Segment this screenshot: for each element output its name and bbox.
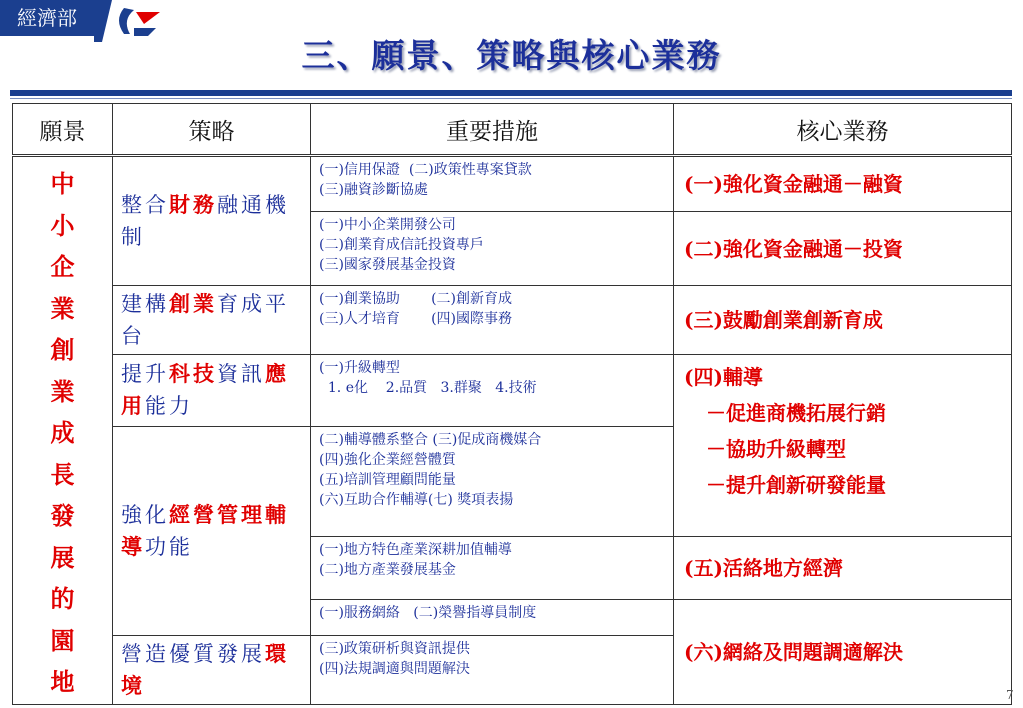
vision-char: 的 (50, 584, 75, 613)
strategy-text: 營造優質發展 (121, 641, 265, 666)
measure-finance-guarantee: (一)信用保證 (二)政策性專案貸款 (三)融資診斷協處 (311, 156, 674, 212)
strategy-table (12, 103, 1012, 705)
measure-local-industry: (一)地方特色產業深耕加值輔導 (二)地方產業發展基金 (311, 536, 674, 599)
strategy-text: 功能 (145, 534, 193, 559)
core-business-1: (一)強化資金融通－融資 (674, 156, 1012, 212)
vision-char: 小 (50, 210, 75, 240)
vision-char: 中 (50, 169, 75, 198)
header-strategy: 策略 (113, 104, 311, 156)
strategy-text: 整合 (121, 193, 169, 217)
strategy-incubation (113, 286, 311, 355)
core-business-4-title: (四)輔導 (684, 365, 763, 389)
measure-incubation: (一)創業協助 (二)創新育成 (三)人才培育 (四)國際事務 (311, 286, 674, 355)
strategy-finance (113, 156, 311, 286)
core-business-4-item: －協助升級轉型 (706, 437, 846, 461)
table-row (13, 355, 1012, 427)
table-row (13, 156, 1012, 212)
vision-char: 地 (50, 667, 75, 696)
strategy-management (113, 426, 311, 635)
measure-service-network: (一)服務網絡 (二)榮譽指導員制度 (311, 599, 674, 635)
vision-char: 成 (50, 418, 75, 447)
strategy-text: 提升 (121, 362, 169, 387)
strategy-highlight: 環境 (121, 640, 289, 698)
header-core-business: 核心業務 (674, 104, 1012, 156)
title-divider-thin (10, 98, 1012, 99)
strategy-highlight: 創業 (169, 291, 217, 316)
strategy-text: 建構 (121, 292, 169, 316)
core-business-4-item: －提升創新研發能量 (706, 473, 886, 497)
strategy-environment (113, 635, 311, 704)
strategy-text: 育成平台 (121, 292, 289, 348)
vision-char: 長 (50, 459, 75, 489)
ministry-logo-text: 經濟部 (0, 0, 94, 36)
strategy-text: 能力 (145, 394, 193, 419)
strategy-technology (113, 355, 311, 427)
vision-char: 業 (50, 376, 75, 406)
table-row (13, 286, 1012, 355)
vision-cell (13, 156, 113, 705)
header-vision: 願景 (13, 104, 113, 156)
core-business-4-item: －促進商機拓展行銷 (706, 401, 886, 425)
page-title: 三、願景、策略與核心業務 (301, 36, 722, 75)
core-business-6: (六)網絡及問題調適解決 (674, 599, 1012, 704)
measure-upgrade: (一)升級轉型 1. e化 2.品質 3.群聚 4.技術 (311, 355, 674, 427)
core-business-4 (674, 355, 1012, 537)
header-row (13, 104, 1012, 156)
vision-char: 展 (50, 542, 75, 572)
title-divider (10, 90, 1012, 96)
measure-guidance-system: (二)輔導體系整合 (三)促成商機媒合 (四)強化企業經營體質 (五)培訓管理顧問能量 (六)互助合作輔導(七) 獎項表揚 (311, 426, 674, 536)
strategy-text: 強化 (121, 502, 169, 527)
strategy-highlight: 經營管理輔導 (121, 501, 289, 559)
vision-char: 發 (50, 501, 75, 530)
strategy-text: 融通機制 (121, 193, 289, 249)
core-business-5: (五)活絡地方經濟 (674, 536, 1012, 599)
header-measures: 重要措施 (311, 104, 674, 156)
vision-char: 業 (50, 293, 75, 323)
vision-char: 園 (50, 625, 75, 655)
vision-char: 創 (50, 335, 75, 364)
measure-policy-research: (三)政策研析與資訊提供 (四)法規調適與問題解決 (311, 635, 674, 704)
strategy-text: 資訊 (217, 362, 265, 387)
strategy-highlight: 應用 (121, 361, 289, 419)
vision-char: 企 (50, 252, 75, 281)
core-business-3: (三)鼓勵創業創新育成 (674, 286, 1012, 355)
core-business-2: (二)強化資金融通－投資 (674, 212, 1012, 286)
strategy-highlight: 財務 (169, 192, 217, 217)
page-number: 7 (1006, 688, 1014, 702)
strategy-highlight: 科技 (169, 361, 217, 387)
measure-finance-investment: (一)中小企業開發公司 (二)創業育成信託投資專戶 (三)國家發展基金投資 (311, 212, 674, 286)
